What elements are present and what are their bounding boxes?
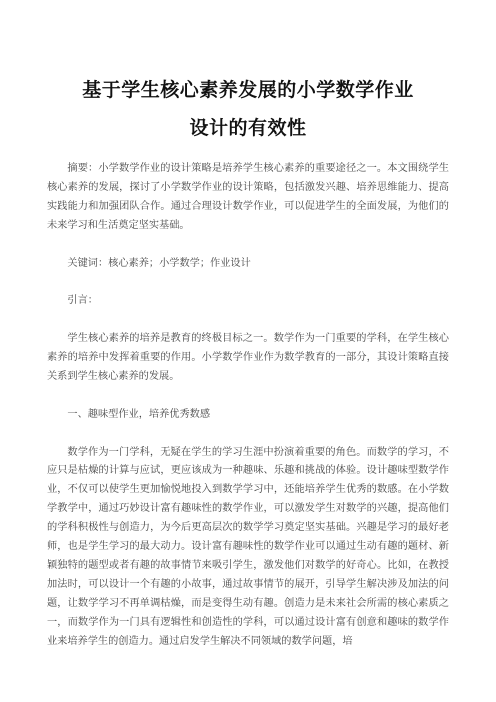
section1-paragraph: 数学作为一门学科，无疑在学生的学习生涯中扮演着重要的角色。而数学的学习，不应只是枯燥的计算与应试，更应该成为一种趣味、乐趣和挑战的体验。设计趣味型数学作业，不仅可以使学生更加愉悦地投入到数学学习中，还能培养学生优秀的数感。在小学数学教学中，通过巧妙设计富有趣味性的数学作业，可以激发学生对数学的兴趣，提高他们的学科积极性与创造力，为今后更高层次的数学学习奠定坚实基础。兴趣是学习的最好老师，也是学生学习的最大动力。设计富有趣味性的数学作业可以通过生动有趣的题材、新颖独特的题型或者有趣的故事情节来吸引学生，激发他们对数学的好奇心。比如，在教授加法时，可以设计一个有趣的小故事，通过故事情节的展开，引导学生解决涉及加法的问题，让数学学习不再单调枯燥，而是变得生动有趣。创造力是未来社会所需的核心素质之一，而数学作为一门具有逻辑性和创造性的学科，可以通过设计富有创意和趣味的数学作业来培养学生的创造力。通过启发学生解决不同领域的数学问题，培	[47, 446, 449, 647]
document-title-line1: 基于学生核心素养发展的小学数学作业	[82, 79, 414, 101]
intro-heading: 引言：	[67, 295, 98, 307]
document-title-line2: 设计的有效性	[189, 117, 307, 139]
document-body	[47, 160, 449, 651]
intro-paragraph: 学生核心素养的培养是教育的终极目标之一。数学作为一门重要的学科，在学生核心素养的培养中发挥着重要的作用。小学数学作业作为数学教育的一部分，其设计策略直接关系到学生核心素养的发展。	[47, 333, 449, 382]
section1-heading: 一、趣味型作业，培养优秀数感	[67, 408, 211, 420]
keywords-paragraph: 关键词：核心素养；小学数学；作业设计	[67, 257, 251, 269]
abstract-paragraph: 摘要：小学数学作业的设计策略是培养学生核心素养的重要途径之一。本文围绕学生核心素养的发展，探讨了小学数学作业的设计策略，包括激发兴趣、培养思维能力、提高实践能力和加强团队合作。通过合理设计数学作业，可以促进学生的全面发展，为他们的未来学习和生活奠定坚实基础。	[47, 163, 449, 231]
